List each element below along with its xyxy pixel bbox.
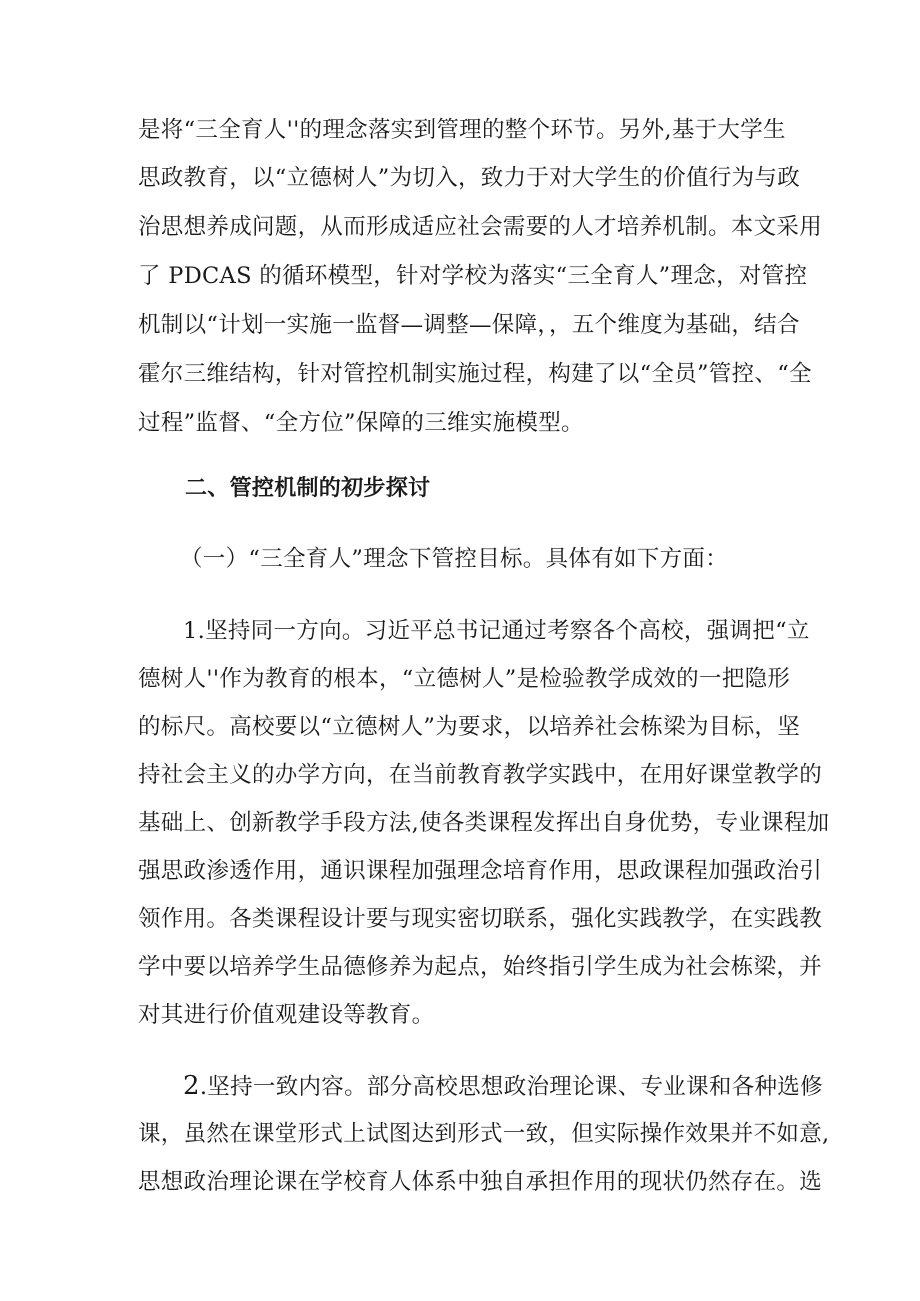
paragraph-line: 思政教育，以“立德树人”为切入，致力于对大学生的价值行为与政 [138,165,801,191]
paragraph-line: 了 PDCAS 的循环模型，针对学校为落实“三全育人”理念，对管控 [138,263,808,289]
subsection-heading: （一）“三全育人”理念下管控目标。具体有如下方面： [180,546,729,572]
paragraph-line: 治思想养成问题，从而形成适应社会需要的人才培养机制。本文采用 [138,214,823,240]
item-1-line: 基础上、创新教学手段方法,使各类课程发挥出自身优势，专业课程加 [138,810,830,836]
paragraph-line: 霍尔三维结构，针对管控机制实施过程，构建了以“全员”管控、“全 [138,361,812,387]
item-1-line: 对其进行价值观建设等教育。 [138,1002,435,1028]
section-heading: 二、管控机制的初步探讨 [185,476,431,501]
paragraph-line: 机制以“计划一实施一监督—调整—保障，，五个维度为基础，结合 [138,312,800,338]
item-2-first-line-text: .坚持一致内容。部分高校思想政治理论课、专业课和各种选修 [199,1074,823,1100]
item-1-line: 领作用。各类课程设计要与现实密切联系，强化实践教学，在实践教 [138,906,823,932]
item-1-line: 强思政渗透作用，通识课程加强理念培育作用，思政课程加强政治引 [138,858,823,884]
item-2-number: 2 [183,1071,200,1101]
item-1-line: 德树人''作为教育的根本，“立德树人”是检验教学成效的一把隐形 [138,666,791,692]
item-1-line: 1.坚持同一方向。习近平总书记通过考察各个高校，强调把“立 [183,618,810,644]
item-1-line: 的标尺。高校要以“立德树人”为要求，以培养社会栋梁为目标，坚 [138,714,801,740]
paragraph-line: 过程”监督、“全方位”保障的三维实施模型。 [138,410,584,436]
item-2-line: 课，虽然在课堂形式上试图达到形式一致，但实际操作效果并不如意, [138,1121,830,1147]
item-1-line: 持社会主义的办学方向，在当前教育教学实践中，在用好课堂教学的 [138,762,823,788]
paragraph-line: 是将“三全育人''的理念落实到管理的整个环节。另外,基于大学生 [138,117,786,143]
item-2-line: 思想政治理论课在学校育人体系中独自承担作用的现状仍然存在。选 [138,1169,823,1195]
item-2-first-line [183,1066,823,1106]
item-1-line: 学中要以培养学生品德修养为起点，始终指引学生成为社会栋梁，并 [138,954,823,980]
